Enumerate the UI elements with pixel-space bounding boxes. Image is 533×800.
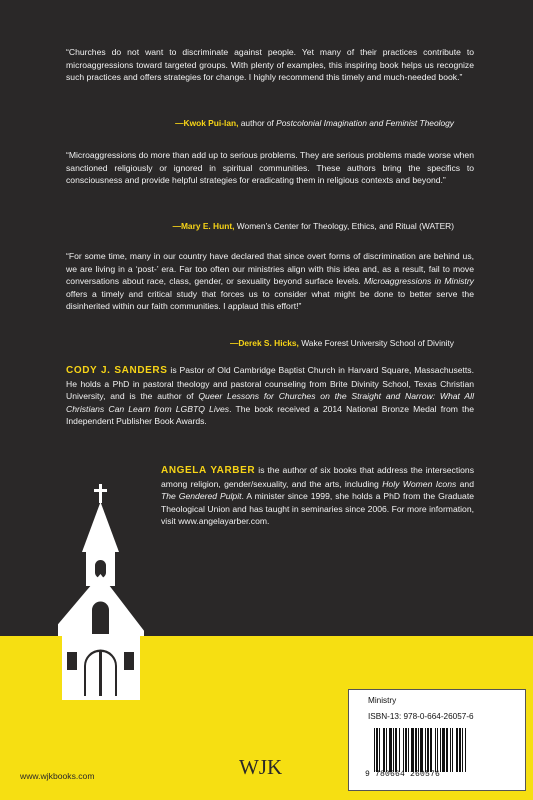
quote-kwok bbox=[66, 46, 474, 84]
bio-text: is the author of six books that address the intersections among religion, gender/sexuality, and the arts, including bbox=[161, 465, 474, 489]
quote-text bbox=[66, 250, 474, 313]
publisher-url[interactable]: www.wjkbooks.com bbox=[20, 771, 95, 781]
attribution-hicks bbox=[230, 337, 454, 349]
attribution-name: —Derek S. Hicks, bbox=[229, 338, 299, 348]
author-name: ANGELA YARBER bbox=[161, 465, 256, 476]
bio-text: is Pastor of Old Cambridge Baptist Church in Harvard Square, Massachusetts. He holds a PhD in pastoral theology and pastoral counseling from Brite Divinity School, Texas Christian University, and is the author of bbox=[66, 365, 474, 402]
author-name: CODY J. SANDERS bbox=[66, 365, 168, 376]
barcode-bar bbox=[452, 728, 453, 772]
barcode-bar bbox=[374, 728, 375, 772]
attribution-affiliation: Wake Forest University School of Divinity bbox=[301, 338, 454, 348]
wjk-logo: WJK bbox=[239, 755, 283, 779]
attribution-name: —Mary E. Hunt, bbox=[172, 221, 235, 231]
book-title: Microaggressions in Ministry bbox=[363, 276, 474, 287]
barcode-bar bbox=[386, 728, 387, 772]
barcode-bar bbox=[446, 728, 448, 772]
barcode-bar bbox=[393, 728, 394, 772]
bio-yarber bbox=[161, 464, 474, 528]
barcode-bar bbox=[399, 728, 400, 772]
barcode-bar bbox=[403, 728, 404, 772]
barcode-bar bbox=[389, 728, 392, 772]
barcode-bar bbox=[462, 728, 463, 772]
attribution-hunt bbox=[173, 220, 454, 232]
barcode-bar bbox=[425, 728, 426, 772]
attribution-kwok bbox=[175, 117, 454, 129]
quote-text: “Microaggressions do more than add up to serious problems. They are serious problems made worse when sanctioned religiously or ignored in spiritual communities. These authors bring the specifics to consciousness and provide helpful strategies for eradicating them in religious contexts and beyond.” bbox=[66, 150, 474, 186]
barcode-bar bbox=[395, 728, 397, 772]
barcode-box bbox=[348, 689, 526, 791]
barcode-bar bbox=[411, 728, 414, 772]
quote-text-part: “For some time, many in our country have declared that since overt forms of discrimination are behind us, we are living in a ‘post-’ era. Far too often our ministries align with this idea and, as a result, fail to move conversations about race, class, gender, or sexuality beyond surface levels. bbox=[66, 251, 474, 287]
quote-hicks bbox=[66, 250, 474, 313]
barcode-bar bbox=[459, 728, 461, 772]
attribution-affiliation: Women’s Center for Theology, Ethics, and Ritual (WATER) bbox=[236, 221, 454, 231]
barcode-bar bbox=[456, 728, 458, 772]
barcode-bar bbox=[440, 728, 441, 772]
attribution-name: —Kwok Pui-lan, bbox=[175, 118, 239, 128]
barcode-bar bbox=[418, 728, 419, 772]
barcode-bar bbox=[383, 728, 385, 772]
barcode-bar bbox=[442, 728, 445, 772]
barcode-bar bbox=[415, 728, 417, 772]
barcode-bar bbox=[430, 728, 432, 772]
barcode-bar bbox=[435, 728, 436, 772]
quote-text-part: offers a timely and critical study that forces us to consider what might be done to better serve the disinherited within our faith communities. I applaud this effort!” bbox=[66, 288, 474, 312]
quote-hunt bbox=[66, 149, 474, 187]
barcode-bar bbox=[408, 728, 409, 772]
barcode-bar bbox=[465, 728, 466, 772]
bio-text: . The book received a 2014 National Bronze Medal from the Independent Publisher Book Awards. bbox=[66, 403, 474, 427]
quote-text: “Churches do not want to discriminate against people. Yet many of their practices contribute to microaggressions toward targeted groups. With plenty of examples, this inspiring book helps us recognize such practices and offers strategies for change. I highly recommend this timely and much-needed book.” bbox=[66, 47, 474, 83]
barcode-bar bbox=[376, 728, 378, 772]
barcode-bar bbox=[405, 728, 407, 772]
barcode-bar bbox=[420, 728, 423, 772]
bio-text: . A minister since 1999, she holds a PhD from the Graduate Theological Union and has taught in seminaries since 2006. For more information, visit www.angelayarber.com. bbox=[161, 491, 474, 527]
book-title: Holy Women Icons bbox=[382, 478, 457, 489]
attribution-title: Postcolonial Imagination and Feminist Theology bbox=[276, 118, 454, 128]
book-title: Queer Lessons for Churches on the Straight and Narrow: What All Christians Can Learn from LGBTQ Lives bbox=[66, 391, 474, 414]
bio-text: and bbox=[456, 478, 474, 489]
barcode-digits: 9 780664 260576 bbox=[365, 770, 441, 779]
barcode-bar bbox=[437, 728, 438, 772]
barcode-bar bbox=[379, 728, 380, 772]
bio-sanders bbox=[66, 364, 474, 428]
category-label: Ministry bbox=[368, 696, 397, 705]
barcode-bar bbox=[450, 728, 451, 772]
isbn-label: ISBN-13: 978-0-664-26057-6 bbox=[368, 712, 474, 721]
barcode-icon bbox=[374, 728, 500, 772]
book-title: The Gendered Pulpit bbox=[161, 491, 242, 502]
barcode-bar bbox=[427, 728, 429, 772]
attribution-prefix: author of bbox=[240, 118, 277, 128]
church-icon bbox=[58, 484, 144, 700]
